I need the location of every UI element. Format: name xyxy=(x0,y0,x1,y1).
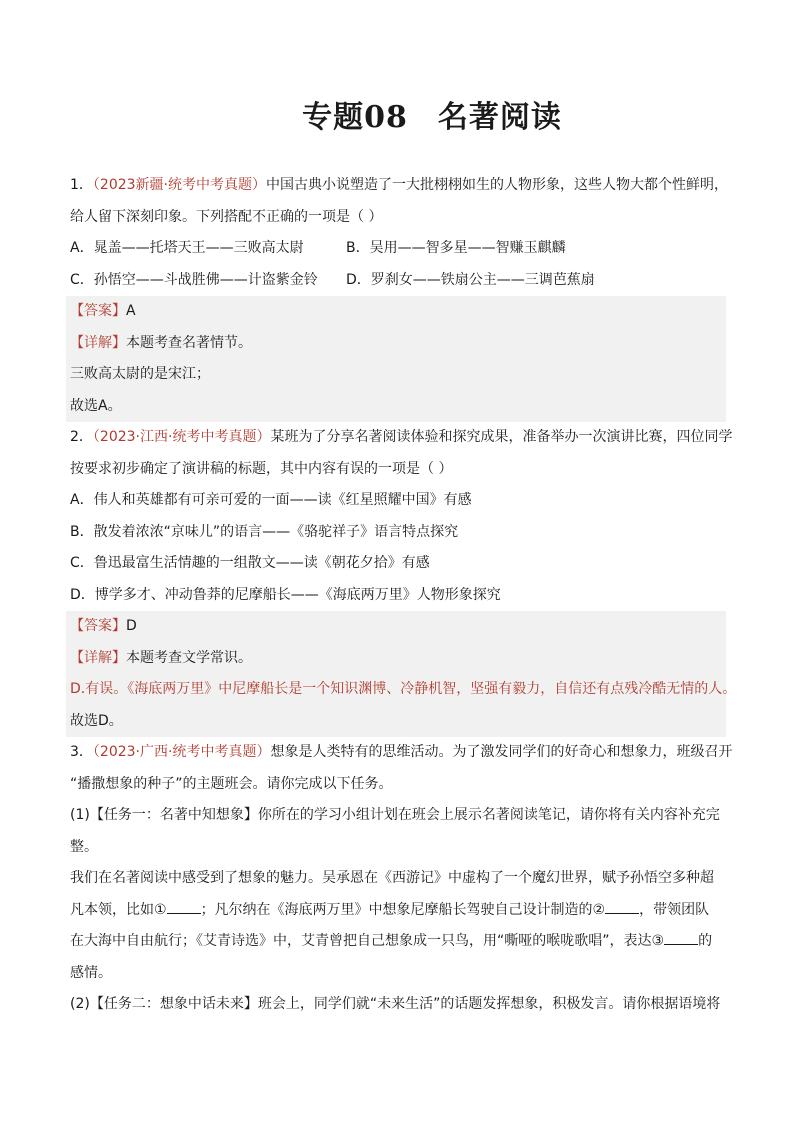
title-sub: 名著阅读 xyxy=(437,100,562,135)
q3-task1-line2: 整。 xyxy=(70,838,98,855)
q3-task2-line1: (2)【任务二：想象中话未来】班会上，同学们就“未来生活”的话题发挥想象，积极发言。请你根据语境将 xyxy=(70,996,721,1012)
q1-detail xyxy=(70,328,726,360)
answer-tag: 【答案】 xyxy=(70,303,126,319)
q2-stem-line1 xyxy=(70,422,733,454)
q2-option-a: A．伟人和英雄都有可亲可爱的一面——读《红星照耀中国》有感 xyxy=(70,492,472,508)
answer-value: D xyxy=(126,618,137,634)
q1-conclusion: 故选A。 xyxy=(70,397,122,414)
q1-answer xyxy=(70,296,726,328)
q1-answer-block xyxy=(66,296,726,422)
q2-option-d: D．博学多才、冲动鲁莽的尼摩船长——《海底两万里》人物形象探究 xyxy=(70,586,501,603)
q3-passage-line2 xyxy=(70,895,730,927)
text: 凡本领，比如① xyxy=(70,901,167,918)
q2-detail-line: D.有误。《海底两万里》中尼摩船长是一个知识渊博、冷静机智，坚强有毅力，自信还有点残冷酷无情的人。 xyxy=(70,681,737,697)
q2-answer xyxy=(70,611,726,643)
page-title xyxy=(0,92,794,136)
q2-detail xyxy=(70,643,726,675)
q1-options-row2 xyxy=(70,265,730,297)
blank-3[interactable] xyxy=(664,930,698,945)
q3-passage-line1: 我们在名著阅读中感受到了想象的魅力。吴承恩在《西游记》中虚构了一个魔幻世界，赋予孙悟空多种超 xyxy=(70,870,714,886)
q1-stem-a: 中国古典小说塑造了一大批栩栩如生的人物形象，这些人物大都个性鲜明， xyxy=(266,177,729,193)
q2-option-c: C．鲁迅最富生活情趣的一组散文——读《朝花夕拾》有感 xyxy=(70,555,430,571)
detail-tag: 【详解】 xyxy=(70,649,126,666)
text: 在大海中自由航行；《艾青诗选》中，艾青曾把自己想象成一只鸟，用“嘶哑的喉咙歌唱”，表达③ xyxy=(70,933,665,949)
text: 的 xyxy=(698,933,713,949)
q1-stem-line2: 给人留下深刻印象。下列搭配不正确的一项是（ ） xyxy=(70,208,383,225)
q3-passage-line4: 感情。 xyxy=(70,964,112,981)
document-body xyxy=(70,170,737,1021)
blank-1[interactable] xyxy=(167,899,201,914)
q2-option-b: B．散发着浓浓“京味儿”的语言——《骆驼祥子》语言特点探究 xyxy=(70,523,459,540)
q2-conclusion: 故选D。 xyxy=(70,712,123,729)
q2-stem-a: 某班为了分享名著阅读体验和探究成果，准备举办一次演讲比赛，四位同学 xyxy=(270,429,733,445)
text: ；凡尔纳在《海底两万里》中想象尼摩船长驾驶自己设计制造的② xyxy=(200,901,606,918)
title-main: 专题08 xyxy=(302,100,408,135)
q3-task1-line1: (1)【任务一：名著中知想象】你所在的学习小组计划在班会上展示名著阅读笔记，请你将有关内容补充完 xyxy=(70,807,720,823)
blank-2[interactable] xyxy=(605,899,639,914)
q2-number: 2． xyxy=(70,429,93,445)
q3-stem-a: 想象是人类特有的思维活动。为了激发同学们的好奇心和想象力，班级召开 xyxy=(270,744,733,760)
q1-option-a: A．晁盖——托塔天王——三败高太尉 xyxy=(70,240,304,256)
q2-source: （2023·江西·统考中考真题） xyxy=(92,429,271,445)
detail-text: 本题考查文学常识。 xyxy=(126,649,252,666)
q1-options-row1 xyxy=(70,233,730,265)
detail-tag: 【详解】 xyxy=(70,334,126,351)
q3-number: 3． xyxy=(70,744,93,760)
q2-stem-line2: 按要求初步确定了演讲稿的标题，其中内容有误的一项是（ ） xyxy=(70,460,453,477)
answer-value: A xyxy=(126,303,136,319)
q1-detail-line: 三败高太尉的是宋江； xyxy=(70,366,210,382)
q1-option-c: C．孙悟空——斗战胜佛——计盗紫金铃 xyxy=(70,271,318,288)
q3-passage-line3 xyxy=(70,926,730,958)
q1-number: 1． xyxy=(70,177,93,193)
q1-option-b: B．吴用——智多星——智赚玉麒麟 xyxy=(346,240,566,256)
text: ，带领团队 xyxy=(639,901,710,918)
detail-text: 本题考查名著情节。 xyxy=(126,334,252,351)
q3-source: （2023·广西·统考中考真题） xyxy=(92,744,271,760)
q1-option-d: D．罗刹女——铁扇公主——三调芭蕉扇 xyxy=(346,271,595,288)
q2-answer-block xyxy=(66,611,737,737)
q3-stem-line1 xyxy=(70,737,733,769)
q1-source: （2023新疆·统考中考真题） xyxy=(92,177,267,193)
answer-tag: 【答案】 xyxy=(70,618,126,634)
q3-stem-line2: “播撒想象的种子”的主题班会。请你完成以下任务。 xyxy=(70,775,393,792)
q1-stem-line1 xyxy=(70,170,730,202)
